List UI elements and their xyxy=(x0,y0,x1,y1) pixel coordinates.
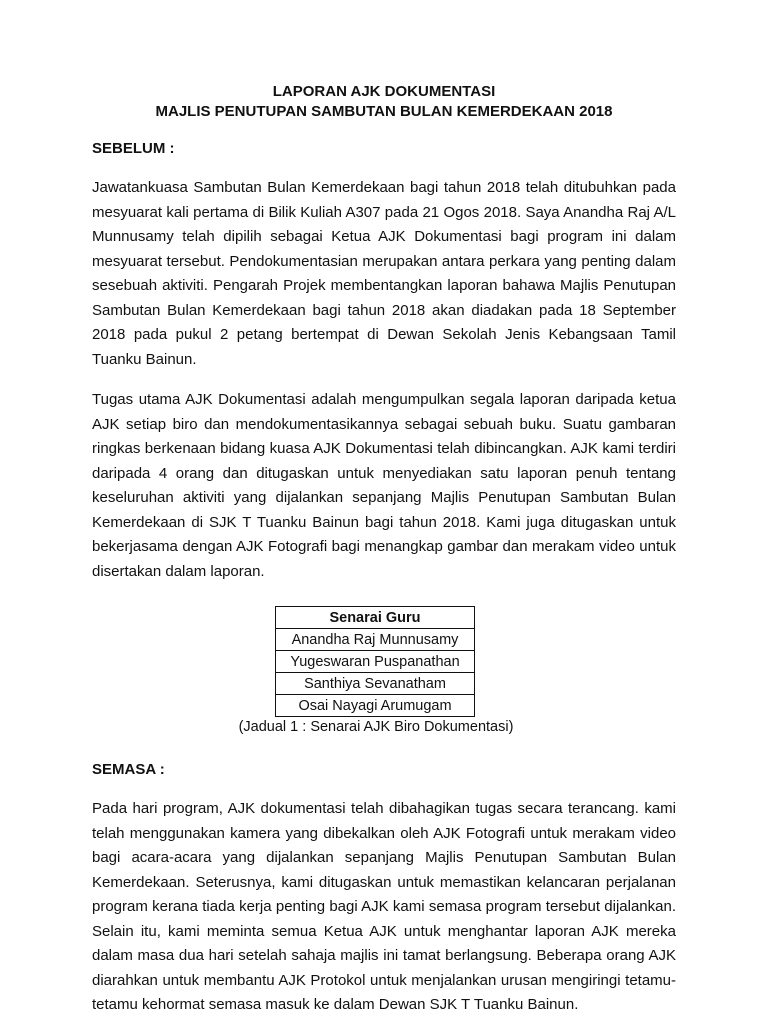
section-heading-sebelum: SEBELUM : xyxy=(92,140,175,157)
paragraph-1: Jawatankuasa Sambutan Bulan Kemerdekaan bagi tahun 2018 telah ditubuhkan pada mesyuarat kali pertama di Bilik Kuliah A307 pada 21 Ogos 2018. Saya Anandha Raj A/L Munnusamy telah dipilih sebagai Ketua AJK Dokumentasi bagi program ini dalam mesyuarat tersebut. Pendokumentasian merupakan antara perkara yang penting dalam sesebuah aktiviti. Pengarah Projek membentangkan laporan bahawa Majlis Penutupan Sambutan Bulan Kemerdekaan bagi tahun 2018 akan diadakan pada 18 September 2018 pada pukul 2 petang bertempat di Dewan Sekolah Jenis Kebangsaan Tamil Tuanku Bainun. xyxy=(92,179,676,368)
table-header-cell: Senarai Guru xyxy=(276,607,475,629)
document-title-line1: LAPORAN AJK DOKUMENTASI xyxy=(272,83,496,100)
table-caption: (Jadual 1 : Senarai AJK Biro Dokumentasi) xyxy=(238,719,514,735)
section-heading-semasa: SEMASA : xyxy=(92,761,165,778)
table-cell: Anandha Raj Munnusamy xyxy=(276,629,475,651)
table-row xyxy=(276,629,475,651)
paragraph-3: Pada hari program, AJK dokumentasi telah dibahagikan tugas secara terancang. kami telah menggunakan kamera yang dibekalkan oleh AJK Fotografi untuk merakam video bagi acara-acara yang dijalankan sepanjang Majlis Penutupan Sambutan Bulan Kemerdekaan. Seterusnya, kami ditugaskan untuk memastikan kelancaran perjalanan program kerana tiada kerja penting bagi AJK kami semasa program tersebut dijalankan. Selain itu, kami meminta semua Ketua AJK untuk menghantar laporan AJK mereka dalam masa dua hari setelah sahaja majlis ini tamat berlangsung. Beberapa orang AJK diarahkan untuk membantu AJK Protokol untuk menjalankan urusan mengiringi tetamu-tetamu kehormat semasa masuk ke dalam Dewan SJK T Tuanku Bainun. xyxy=(92,800,676,1013)
table-cell: Santhiya Sevanatham xyxy=(276,673,475,695)
table-cell: Osai Nayagi Arumugam xyxy=(276,695,475,717)
table-cell: Yugeswaran Puspanathan xyxy=(276,651,475,673)
table-row xyxy=(276,651,475,673)
paragraph-2: Tugas utama AJK Dokumentasi adalah mengumpulkan segala laporan daripada ketua AJK setiap biro dan mendokumentasikannya sebagai sebuah buku. Suatu gambaran ringkas berkenaan bidang kuasa AJK Dokumentasi telah dibincangkan. AJK kami terdiri daripada 4 orang dan ditugaskan untuk menyediakan satu laporan penuh tentang keseluruhan aktiviti yang dijalankan sepanjang Majlis Penutupan Sambutan Bulan Kemerdekaan di SJK T Tuanku Bainun bagi tahun 2018. Kami juga ditugaskan untuk bekerjasama dengan AJK Fotografi bagi menangkap gambar dan merakam video untuk disertakan dalam laporan. xyxy=(92,391,676,580)
table-header-row xyxy=(276,607,475,629)
table-row xyxy=(276,695,475,717)
table-row xyxy=(276,673,475,695)
teacher-list-table xyxy=(275,606,475,717)
document-title-line2: MAJLIS PENUTUPAN SAMBUTAN BULAN KEMERDEKAAN 2018 xyxy=(155,103,613,120)
